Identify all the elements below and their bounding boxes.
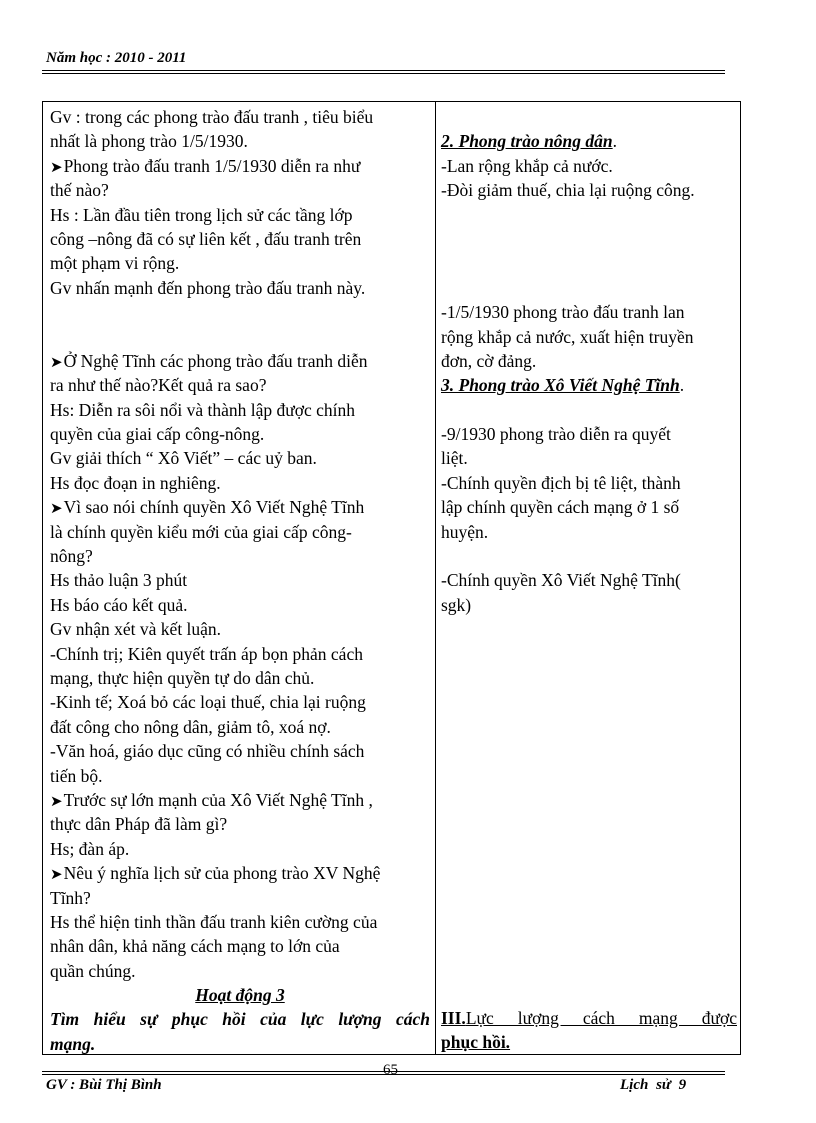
arrow-bullet-icon: ➤ [50,867,63,884]
left-line [50,203,430,227]
section-iii-line2: phục hồi. [441,1031,511,1052]
left-line-text: Trước sự lớn mạnh của Xô Viết Nghệ Tĩnh , [63,789,373,810]
left-line-text: là chính quyền kiểu mới của giai cấp công- [50,521,352,542]
gov-line1: -Chính quyền địch bị tê liệt, thành [441,472,681,493]
left-line [50,276,430,300]
left-line-text: một phạm vi rộng. [50,253,180,274]
activity-title: Hoạt động 3 [195,985,285,1006]
left-line-text: -Kinh tế; Xoá bỏ các loại thuế, chia lại ruộng [50,692,366,713]
left-line-text: nhất là phong trào 1/5/1930. [50,131,248,152]
may-line1: -1/5/1930 phong trào đấu tranh lan [441,302,685,323]
may-line3: đơn, cờ đảng. [441,350,537,371]
left-line [50,129,430,153]
header-rule-second [42,73,725,74]
left-line [50,886,430,910]
left-line [50,471,430,495]
xv-line1: -Chính quyền Xô Viết Nghệ Tĩnh( [441,570,681,591]
left-line [50,325,430,349]
left-line [50,568,430,592]
left-line [50,373,430,397]
left-line-text: Ở Nghệ Tĩnh các phong trào đấu tranh diễn [63,350,368,371]
xv-line2: sgk) [441,594,472,615]
gov-line2: lập chính quyền cách mạng ở 1 số [441,497,680,518]
sec2-line1: -Lan rộng khắp cả nước. [441,155,613,176]
left-line-text: Vì sao nói chính quyền Xô Viết Nghệ Tĩnh [63,497,365,518]
left-line-text: Hs thể hiện tinh thần đấu tranh kiên cường của [50,911,378,932]
left-line [50,227,430,251]
left-line [50,593,430,617]
left-line [50,861,430,885]
footer-rule-second [42,1074,725,1075]
left-line [50,520,430,544]
arrow-bullet-icon: ➤ [50,159,63,176]
left-line [50,544,430,568]
teacher-student-column [50,105,430,1056]
left-line [50,398,430,422]
left-line [50,154,430,178]
left-line [50,910,430,934]
left-line-text: Gv : trong các phong trào đấu tranh , tiêu biểu [50,107,374,127]
left-line-text: Nêu ý nghĩa lịch sử của phong trào XV Nghệ [63,863,381,884]
left-line [50,642,430,666]
arrow-bullet-icon: ➤ [50,501,63,518]
page-number: 65 [383,1062,398,1078]
arrow-bullet-icon: ➤ [50,354,63,371]
arrow-bullet-icon: ➤ [50,793,63,810]
left-line [50,422,430,446]
section-iii-line1: Lực lượng cách mạng được [465,1007,737,1028]
left-line-text: Gv nhấn mạnh đến phong trào đấu tranh này. [50,277,366,298]
left-line-text: Hs; đàn áp. [50,838,130,859]
left-line [50,837,430,861]
left-line-text: thực dân Pháp đã làm gì? [50,814,228,835]
left-line-text: Hs: Diễn ra sôi nổi và thành lập được chính [50,399,355,420]
teacher-name: GV : Bùi Thị Bình [46,1077,162,1093]
activity-desc-line1: Tìm hiểu sự phục hồi của lực lượng cách [50,1009,430,1030]
left-line [50,812,430,836]
left-line [50,178,430,202]
sep-line2: liệt. [441,448,468,469]
left-line [50,739,430,763]
header-rule [42,70,725,71]
left-line-text: nông? [50,546,93,567]
left-line-text: Hs thảo luận 3 phút [50,570,188,591]
left-line [50,105,430,129]
school-year-label: Năm học : 2010 - 2011 [46,50,187,66]
column-divider [435,102,436,1054]
section2-heading: 2. Phong trào nông dân [441,131,613,152]
left-line-text: -Chính trị; Kiên quyết trấn áp bọn phản cách [50,643,363,664]
left-line-text: Hs báo cáo kết quả. [50,594,188,615]
subject-label: Lịch sử 9 [620,1077,687,1093]
left-line [50,690,430,714]
lesson-table [42,101,741,1055]
footer-rule [42,1071,725,1072]
left-line-text: Hs : Lần đầu tiên trong lịch sử các tầng lớp [50,204,353,225]
left-line [50,617,430,641]
left-line-text: nhân dân, khả năng cách mạng to lớn của [50,936,340,957]
left-line-text: Gv giải thích “ Xô Viết” – các uỷ ban. [50,448,317,469]
left-line-text: -Văn hoá, giáo dục cũng có nhiều chính sách [50,741,365,762]
left-line-text: đất công cho nông dân, giảm tô, xoá nợ. [50,716,331,737]
left-line-text: ra như thế nào?Kết quả ra sao? [50,375,267,396]
left-line [50,764,430,788]
left-line-text: quyền của giai cấp công-nông. [50,424,265,445]
left-line-text: công –nông đã có sự liên kết , đấu tranh trên [50,228,362,249]
left-line-text: tiến bộ. [50,765,103,786]
left-lines [50,105,430,983]
gov-line3: huyện. [441,521,489,542]
left-line-text: Phong trào đấu tranh 1/5/1930 diễn ra như [63,155,361,176]
content-column: 2. Phong trào nông dân. -Lan rộng khắp cả nước. -Đòi giảm thuế, chia lại ruộng công. -1/5/1930 phong trào đấu tranh lan rộng khắp cả nước, xuất hiện truyền đơn, cờ đảng. 3. Phong trào Xô Viết Nghệ Tĩnh. -9/1930 phong trào diễn ra quyết liệt. -Chính quyền địch bị tê liệt, thành lập chính quyền cách mạng ở 1 số huyện. -Chính quyền Xô Viết Nghệ Tĩnh( sgk) III.Lực lượng cách mạng được phục hồi. [441,131,737,1052]
sep-line1: -9/1930 phong trào diễn ra quyết [441,424,671,445]
left-line [50,934,430,958]
left-line-text: Gv nhận xét và kết luận. [50,619,222,640]
left-line [50,666,430,690]
left-line [50,300,430,324]
left-line [50,715,430,739]
left-line-text: Hs đọc đoạn in nghiêng. [50,472,221,493]
left-line [50,349,430,373]
sec2-line2: -Đòi giảm thuế, chia lại ruộng công. [441,180,695,201]
section-iii-number: III. [441,1007,466,1028]
left-line [50,251,430,275]
left-line-text: mạng, thực hiện quyền tự do dân chủ. [50,667,315,688]
activity-desc-line2: mạng. [50,1033,96,1054]
left-line-text: Tĩnh? [50,887,91,908]
left-line-text: quần chúng. [50,960,136,981]
left-line [50,495,430,519]
left-line [50,446,430,470]
left-line [50,959,430,983]
left-line-text: thế nào? [50,180,109,201]
may-line2: rộng khắp cả nước, xuất hiện truyền [441,326,694,347]
section3-heading: 3. Phong trào Xô Viết Nghệ Tĩnh [441,375,680,396]
left-line [50,788,430,812]
